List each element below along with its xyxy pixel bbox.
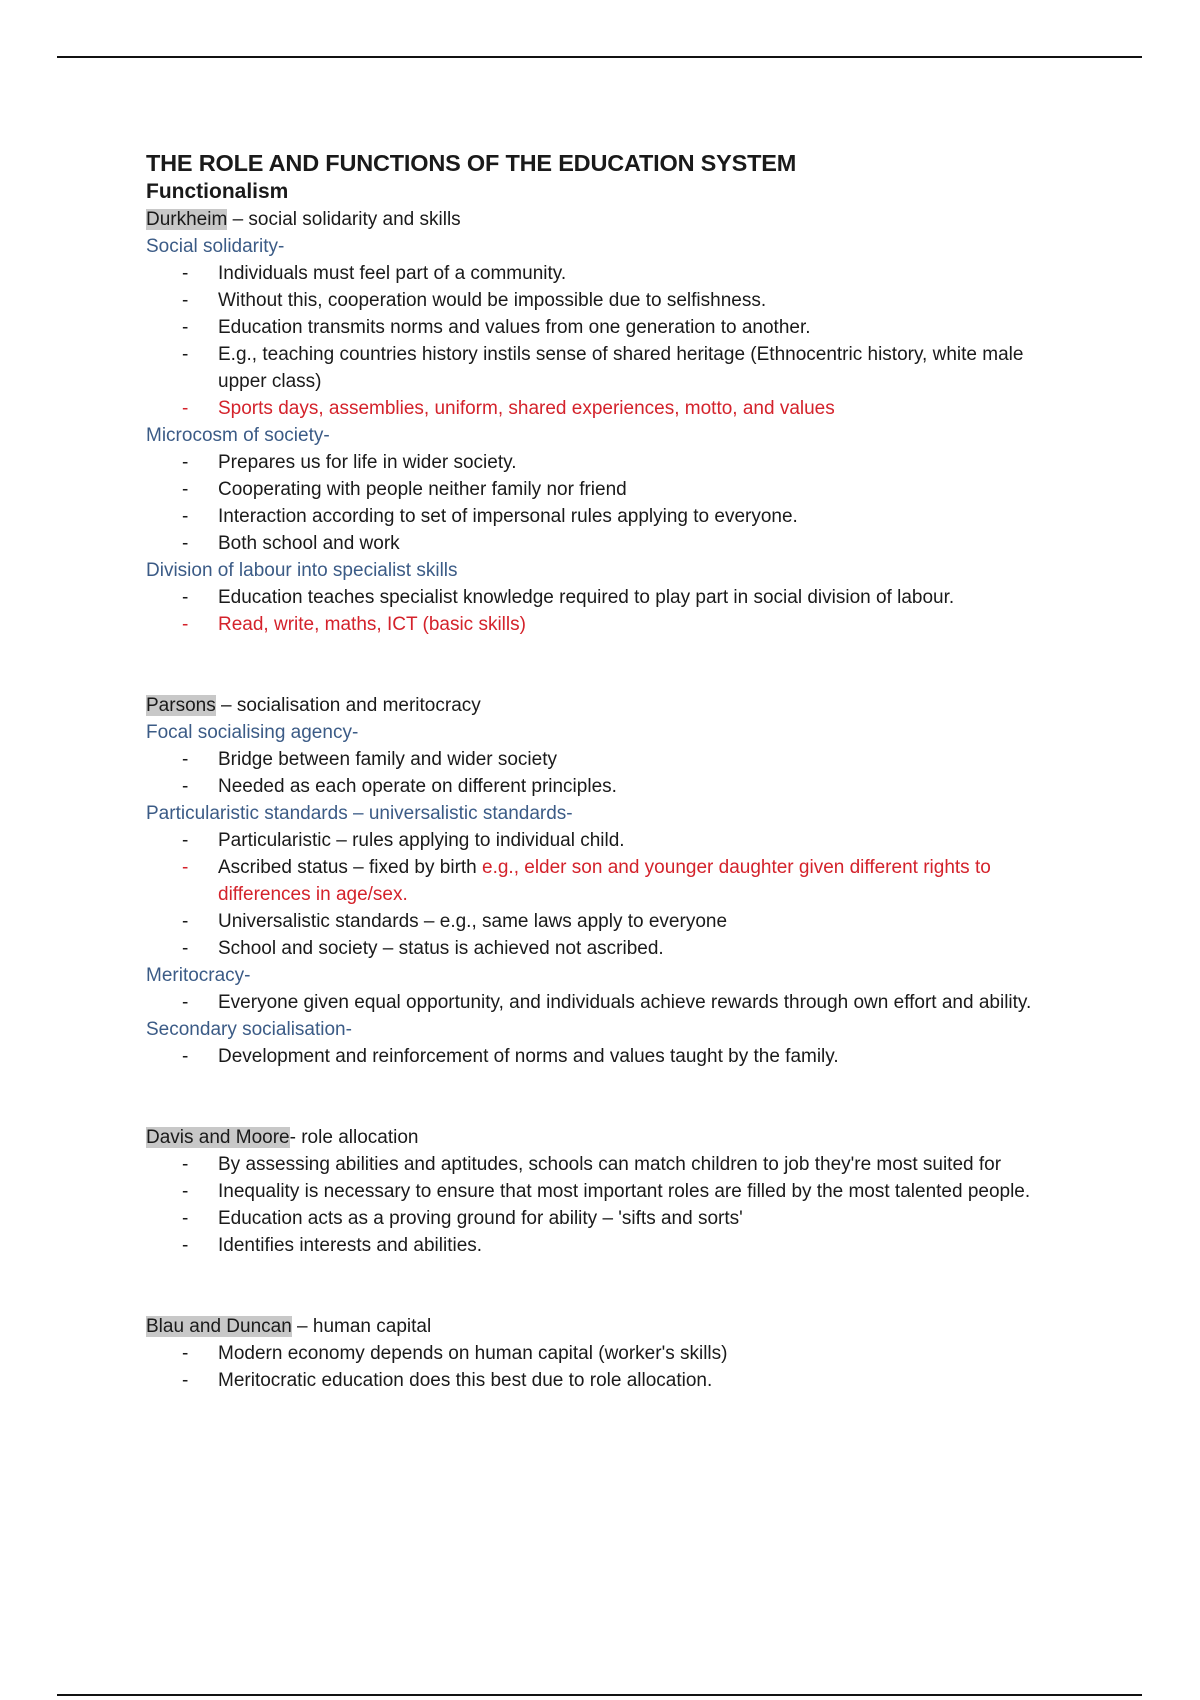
bullet-list bbox=[146, 746, 1066, 800]
list-item: - By assessing abilities and aptitudes, schools can match children to job they're most suited for bbox=[146, 1151, 1066, 1178]
document-body bbox=[146, 148, 1066, 1394]
bullet-list bbox=[146, 1151, 1066, 1259]
list-item: - Education transmits norms and values from one generation to another. bbox=[146, 314, 1066, 341]
theorist-line-parsons bbox=[146, 692, 1066, 719]
theorist-topic: – social solidarity and skills bbox=[227, 209, 461, 230]
theorist-line-durkheim bbox=[146, 206, 1066, 233]
list-item: - Modern economy depends on human capital (worker's skills) bbox=[146, 1340, 1066, 1367]
list-item: - Individuals must feel part of a community. bbox=[146, 260, 1066, 287]
list-item: - Education acts as a proving ground for ability – 'sifts and sorts' bbox=[146, 1205, 1066, 1232]
theorist-name: Blau and Duncan bbox=[146, 1316, 292, 1337]
bullet-list bbox=[146, 1043, 1066, 1070]
subheading: Meritocracy- bbox=[146, 965, 251, 986]
theorist-topic: - role allocation bbox=[289, 1127, 419, 1148]
theorist-line-davis-moore bbox=[146, 1124, 1066, 1151]
theorist-topic: – socialisation and meritocracy bbox=[215, 695, 481, 716]
list-item: - Interaction according to set of impersonal rules applying to everyone. bbox=[146, 503, 1066, 530]
theorist-name: Durkheim bbox=[146, 209, 228, 230]
list-item-mixed bbox=[146, 854, 1066, 908]
list-item-text: Ascribed status – fixed by birth bbox=[218, 857, 483, 878]
theorist-topic: – human capital bbox=[291, 1316, 432, 1337]
header-rule bbox=[57, 56, 1142, 58]
list-item: - Inequality is necessary to ensure that most important roles are filled by the most talented people. bbox=[146, 1178, 1066, 1205]
bullet-list bbox=[146, 989, 1066, 1016]
section-title: Functionalism bbox=[146, 180, 289, 203]
list-item: - Universalistic standards – e.g., same laws apply to everyone bbox=[146, 908, 1066, 935]
subheading: Focal socialising agency- bbox=[146, 722, 359, 743]
list-item: - E.g., teaching countries history instils sense of shared heritage (Ethnocentric history, white male upper class) bbox=[146, 341, 1066, 395]
subheading: Secondary socialisation- bbox=[146, 1019, 352, 1040]
list-item: - Bridge between family and wider society bbox=[146, 746, 1066, 773]
subheading: Particularistic standards – universalistic standards- bbox=[146, 803, 573, 824]
list-item: - Meritocratic education does this best due to role allocation. bbox=[146, 1367, 1066, 1394]
subheading: Microcosm of society- bbox=[146, 425, 330, 446]
theorist-line-blau-duncan bbox=[146, 1313, 1066, 1340]
list-item-emphasis: - Read, write, maths, ICT (basic skills) bbox=[146, 611, 1066, 638]
bullet-list bbox=[146, 260, 1066, 422]
theorist-name: Parsons bbox=[146, 695, 216, 716]
list-item: - Both school and work bbox=[146, 530, 1066, 557]
list-item: - Prepares us for life in wider society. bbox=[146, 449, 1066, 476]
list-item-emphasis-text: e.g., elder son and younger daughter given different rights to differences in age/sex. bbox=[218, 857, 991, 905]
footer-rule bbox=[57, 1694, 1142, 1696]
list-item: - Development and reinforcement of norms and values taught by the family. bbox=[146, 1043, 1066, 1070]
subheading: Division of labour into specialist skills bbox=[146, 560, 458, 581]
theorist-name: Davis and Moore bbox=[146, 1127, 290, 1148]
list-item: - Particularistic – rules applying to individual child. bbox=[146, 827, 1066, 854]
subheading: Social solidarity- bbox=[146, 236, 285, 257]
bullet-list bbox=[146, 1340, 1066, 1394]
bullet-list bbox=[146, 584, 1066, 638]
list-item: - Education teaches specialist knowledge required to play part in social division of labour. bbox=[146, 584, 1066, 611]
list-item-emphasis: - Sports days, assemblies, uniform, shared experiences, motto, and values bbox=[146, 395, 1066, 422]
list-item: - Needed as each operate on different principles. bbox=[146, 773, 1066, 800]
list-item: - Everyone given equal opportunity, and individuals achieve rewards through own effort and ability. bbox=[146, 989, 1066, 1016]
list-item: - Cooperating with people neither family nor friend bbox=[146, 476, 1066, 503]
bullet-list bbox=[146, 449, 1066, 557]
bullet-list bbox=[146, 827, 1066, 962]
list-item: - Identifies interests and abilities. bbox=[146, 1232, 1066, 1259]
page-title: THE ROLE AND FUNCTIONS OF THE EDUCATION SYSTEM bbox=[146, 150, 797, 176]
list-item: - School and society – status is achieved not ascribed. bbox=[146, 935, 1066, 962]
list-item: - Without this, cooperation would be impossible due to selfishness. bbox=[146, 287, 1066, 314]
